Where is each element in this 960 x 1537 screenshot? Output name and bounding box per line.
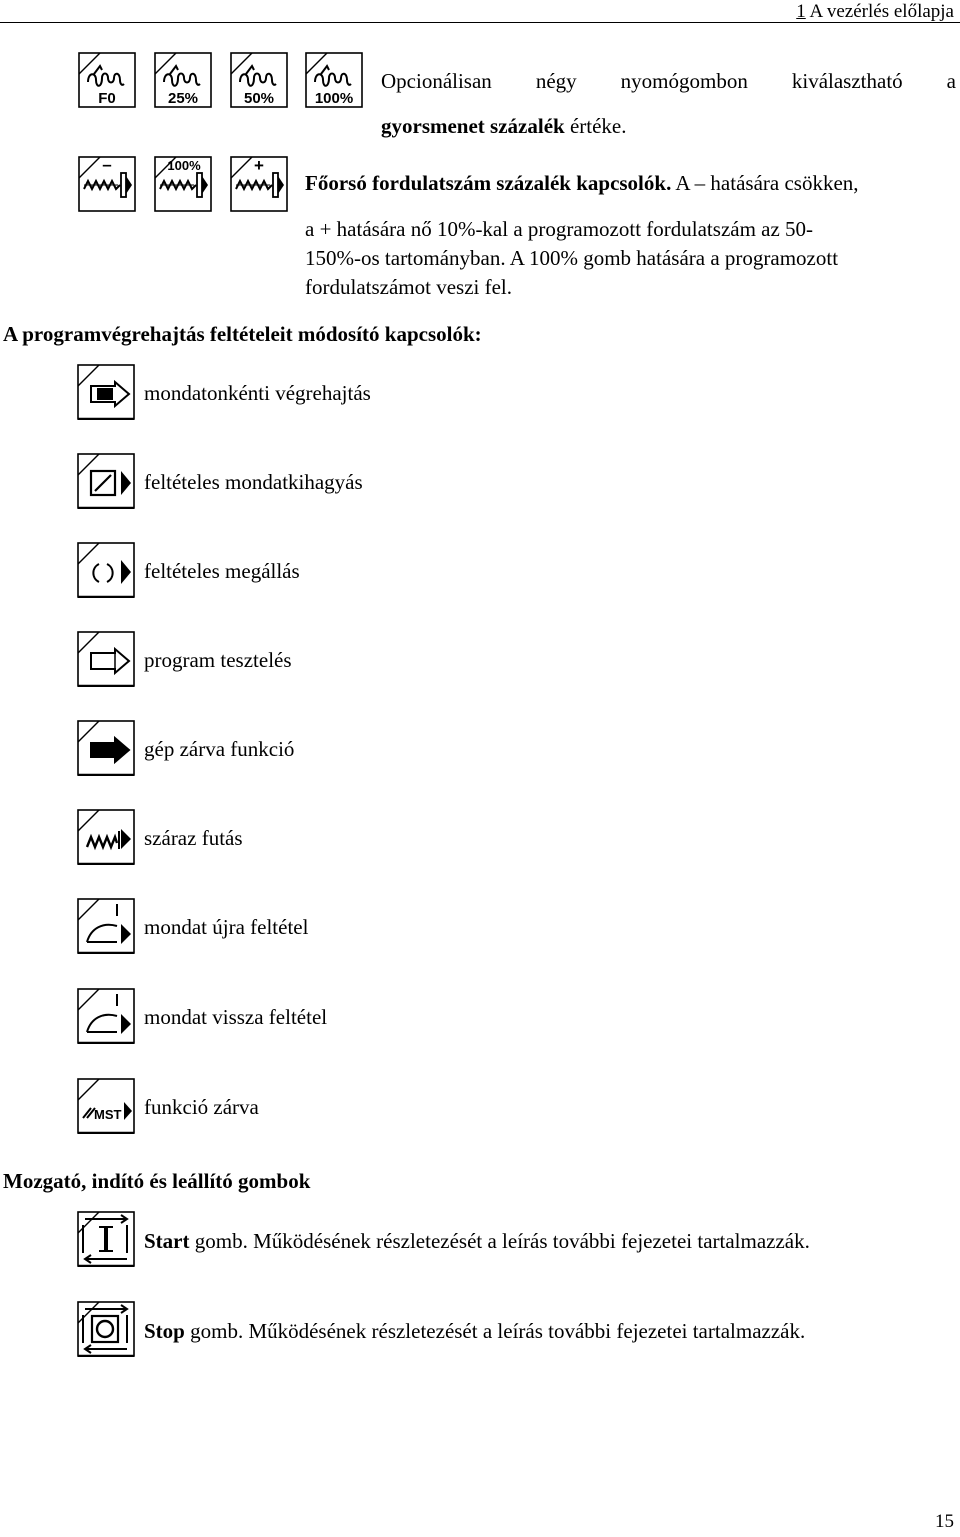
optional-stop-label: feltételes megállás: [144, 559, 300, 583]
chapter-number: 1: [796, 1, 806, 22]
program-test-label: program tesztelés: [144, 648, 292, 672]
rapid-label: F0: [98, 90, 116, 107]
block-restart-label: mondat újra feltétel: [144, 915, 309, 939]
word: négy: [535, 69, 577, 93]
cycle-stop-button[interactable]: [77, 1301, 135, 1357]
start-text: gomb. Működésének részletezését a leírás további fejezetei tartalmazzák.: [189, 1229, 810, 1253]
rapid-description-line1: [381, 68, 956, 94]
rapid-text: értéke.: [564, 114, 627, 138]
stop-text: gomb. Működésének részletezését a leírás további fejezetei tartalmazzák.: [184, 1319, 806, 1343]
spindle-text: A – hatására csökken,: [671, 171, 859, 195]
spindle-plus-button[interactable]: [230, 156, 288, 212]
spindle-minus-button[interactable]: [78, 156, 136, 212]
optional-stop-button[interactable]: [77, 542, 135, 598]
motion-heading: Mozgató, indító és leállító gombok: [3, 1169, 311, 1193]
word: nyomógombon: [620, 69, 748, 93]
spindle-label: 100%: [167, 158, 201, 173]
running-header: [796, 0, 954, 24]
spindle-label: +: [254, 156, 264, 175]
dry-run-button[interactable]: [77, 809, 135, 865]
spindle-label: –: [102, 155, 112, 174]
machine-lock-button[interactable]: [77, 720, 135, 776]
single-block-button[interactable]: [77, 364, 135, 420]
rapid-label: 50%: [243, 90, 275, 107]
block-return-button[interactable]: [77, 988, 135, 1044]
block-return-label: mondat vissza feltétel: [144, 1005, 328, 1029]
mst-lock-label: funkció zárva: [144, 1095, 259, 1119]
spindle-description-line3: 150%-os tartományban. A 100% gomb hatására a programozott: [305, 246, 839, 270]
block-skip-button[interactable]: [77, 453, 135, 509]
dry-run-label: száraz futás: [144, 826, 243, 850]
single-block-label: mondatonkénti végrehajtás: [144, 381, 371, 405]
start-term: Start: [144, 1229, 190, 1253]
chapter-title: A vezérlés előlapja: [809, 1, 954, 22]
stop-description: [144, 1318, 805, 1344]
word: a: [946, 69, 956, 93]
rapid-label: 25%: [167, 90, 199, 107]
rapid-50-button[interactable]: [230, 52, 288, 108]
mst-lock-button[interactable]: [77, 1078, 135, 1134]
mst-badge: MST: [94, 1107, 122, 1122]
rapid-label: 100%: [314, 90, 354, 107]
rapid-100-button[interactable]: [305, 52, 363, 108]
block-skip-label: feltételes mondatkihagyás: [144, 470, 363, 494]
start-description: [144, 1228, 810, 1254]
spindle-100-button[interactable]: [154, 156, 212, 212]
machine-lock-label: gép zárva funkció: [144, 737, 295, 761]
spindle-term: Főorsó fordulatszám százalék kapcsolók.: [305, 171, 672, 195]
rapid-description-line2: [381, 113, 627, 139]
block-restart-button[interactable]: [77, 898, 135, 954]
page-number: 15: [935, 1511, 954, 1532]
rapid-term: gyorsmenet százalék: [381, 114, 565, 138]
spindle-description-line4: fordulatszámot veszi fel.: [305, 275, 513, 299]
rapid-25-button[interactable]: [154, 52, 212, 108]
program-test-button[interactable]: [77, 631, 135, 687]
header-rule: [0, 22, 960, 23]
spindle-description-line1: [305, 170, 859, 196]
word: Opcionálisan: [381, 69, 492, 93]
word: kiválasztható: [791, 69, 903, 93]
cycle-start-button[interactable]: [77, 1211, 135, 1267]
modifiers-heading: A programvégrehajtás feltételeit módosító kapcsolók:: [3, 322, 482, 346]
rapid-f0-button[interactable]: [78, 52, 136, 108]
stop-term: Stop: [144, 1319, 185, 1343]
spindle-description-line2: a + hatására nő 10%-kal a programozott fordulatszám az 50-: [305, 217, 814, 241]
